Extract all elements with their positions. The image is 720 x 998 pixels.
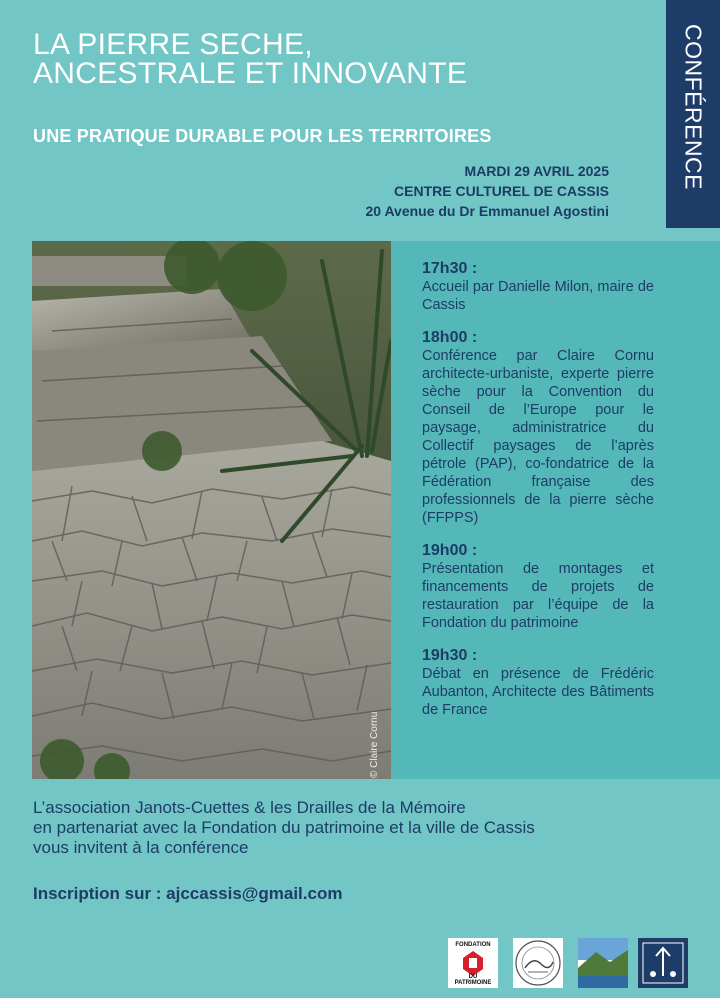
landscape-emblem-icon: [578, 938, 628, 988]
photo-credit: © Claire Cornu: [369, 711, 380, 778]
cassis-emblem-icon: [638, 938, 688, 988]
event-info: [366, 161, 610, 221]
program-schedule: [391, 241, 720, 779]
fondation-patrimoine-logo: [448, 938, 498, 988]
partner-logos: [448, 938, 688, 988]
slot-description: Accueil par Danielle Milon, maire de Cassis: [422, 279, 654, 313]
landscape-logo: [578, 938, 628, 988]
event-title: [33, 30, 467, 88]
schedule-slot: [422, 328, 654, 527]
fondation-logo-patrimoine: PATRIMOINE: [454, 980, 492, 986]
schedule-slot: [422, 259, 654, 314]
fondation-logo-bottom: [448, 974, 498, 986]
janots-cuettes-logo: [513, 938, 563, 988]
event-date: MARDI 29 AVRIL 2025: [464, 163, 609, 179]
partners-line-2: en partenariat avec la Fondation du patrimoine et la ville de Cassis: [33, 818, 535, 837]
conference-tab-label: CONFÉRENCE: [680, 24, 707, 191]
event-venue: CENTRE CULTUREL DE CASSIS: [394, 183, 609, 199]
partners-text: [33, 798, 535, 858]
slot-time: 19h30 :: [422, 647, 478, 664]
conference-tab: [666, 0, 720, 228]
slot-time: 19h00 :: [422, 542, 478, 559]
fondation-logo-top: FONDATION: [455, 942, 491, 948]
title-line-1: LA PIERRE SECHE,: [33, 28, 313, 61]
schedule-slot: [422, 646, 654, 719]
photo-illustration: [32, 241, 391, 779]
slot-description: Débat en présence de Frédéric Aubanton, Architecte des Bâtiments de France: [422, 666, 654, 718]
slot-description: Présentation de montages et financements de projets de restauration par l’équipe de la Fondation du patrimoine: [422, 561, 654, 631]
schedule-slot: [422, 541, 654, 632]
registration-contact[interactable]: Inscription sur : ajccassis@gmail.com: [33, 884, 343, 903]
janots-emblem-icon: [513, 938, 563, 988]
partners-line-1: L’association Janots-Cuettes & les Drailles de la Mémoire: [33, 798, 466, 817]
event-subtitle: UNE PRATIQUE DURABLE POUR LES TERRITOIRES: [33, 126, 492, 146]
partners-line-3: vous invitent à la conférence: [33, 838, 249, 857]
fondation-logo-du: DU: [468, 974, 478, 980]
dry-stone-wall-photo: [32, 241, 391, 779]
ville-cassis-logo: [638, 938, 688, 988]
event-address: 20 Avenue du Dr Emmanuel Agostini: [365, 203, 609, 219]
slot-description: Conférence par Claire Cornu architecte-urbaniste, experte pierre sèche pour la Convention du Conseil de l’Europe pour le paysage, administratrice du Collectif paysages de l’après pétrole (PAP), co-fondatrice de la Fédération française des professionnels de la pierre sèche (FFPPS): [422, 348, 654, 526]
title-line-2: ANCESTRALE ET INNOVANTE: [33, 57, 468, 90]
slot-time: 18h00 :: [422, 329, 478, 346]
slot-time: 17h30 :: [422, 260, 478, 277]
